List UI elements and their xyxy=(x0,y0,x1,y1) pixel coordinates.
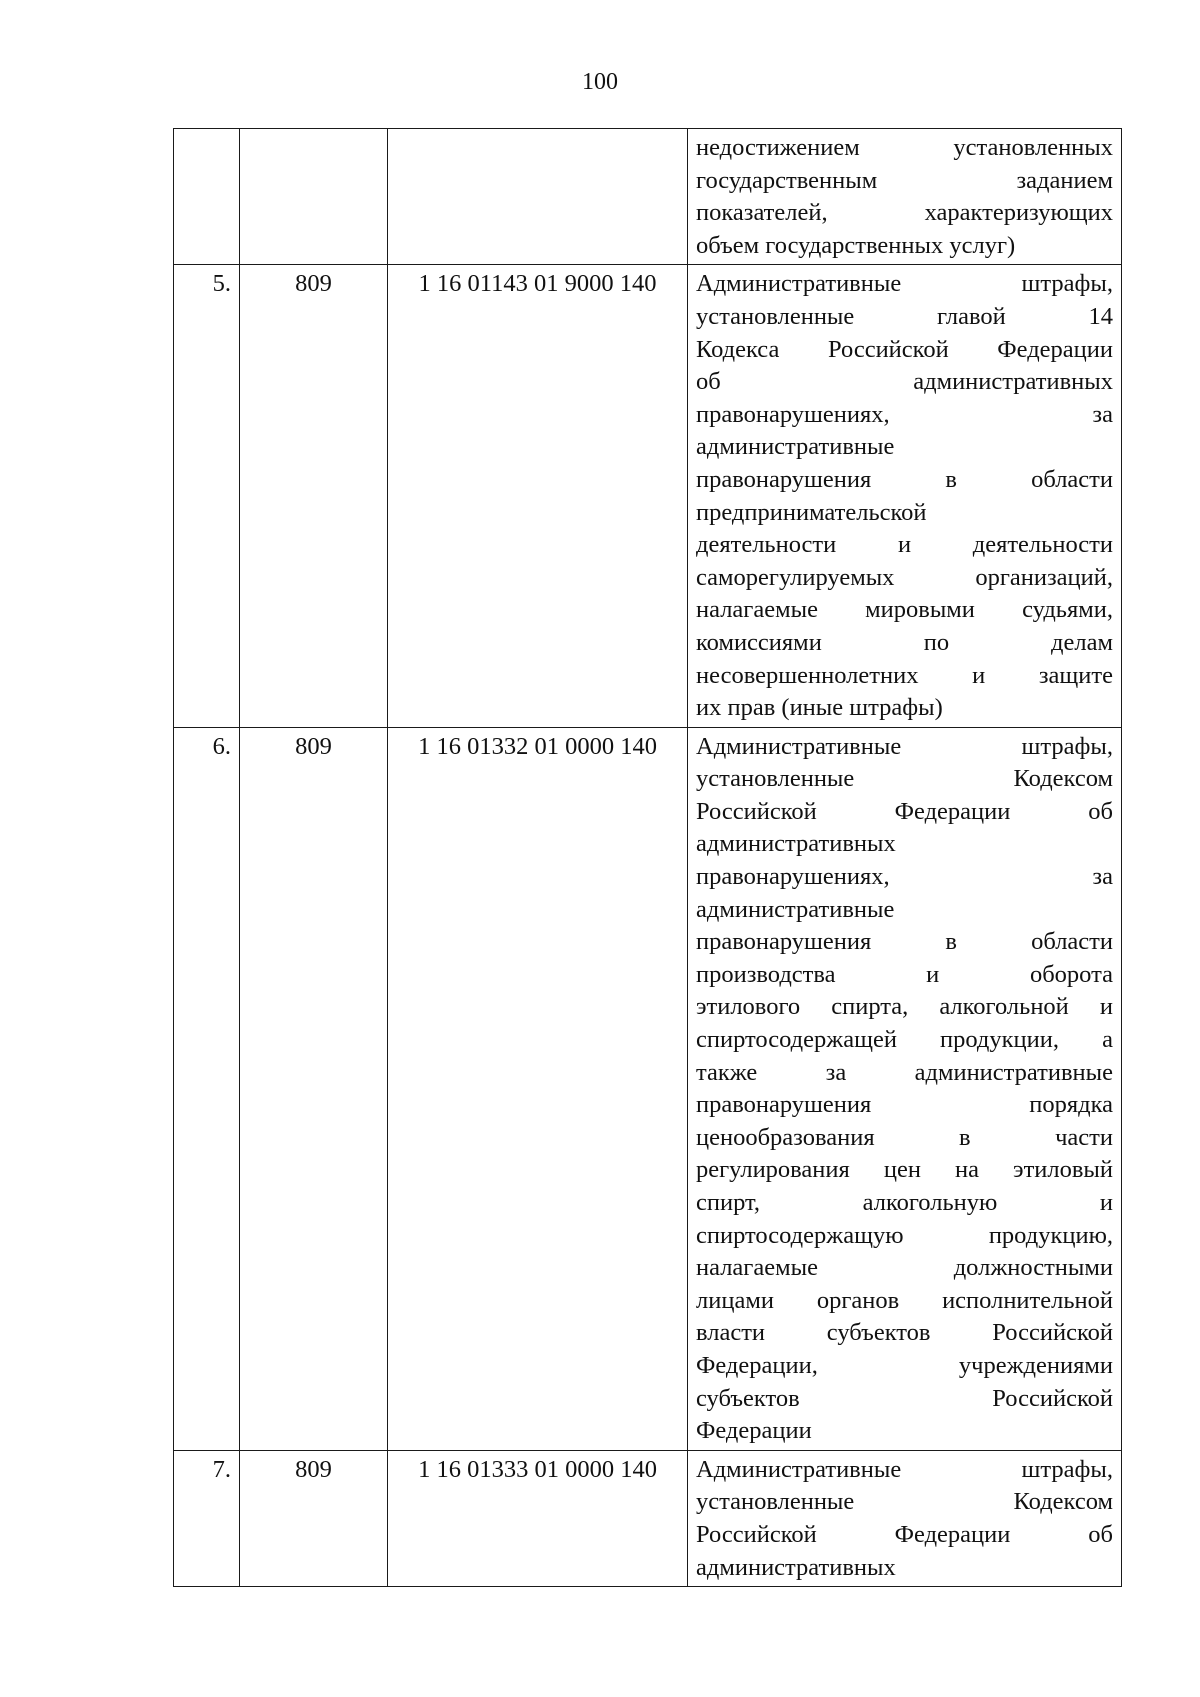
page-number: 100 xyxy=(582,69,618,95)
description-line: субъектов Российской xyxy=(696,1384,1113,1412)
description-line: Кодекса Российской Федерации xyxy=(696,335,1113,363)
description-line: этилового спирта, алкогольной и xyxy=(696,993,1113,1021)
description-line: саморегулируемых организаций, xyxy=(696,563,1113,591)
description-line: объем государственных услуг) xyxy=(696,231,1016,259)
description-line: деятельности и деятельности xyxy=(696,531,1113,559)
description-line: государственным заданием xyxy=(696,166,1113,194)
table-row xyxy=(174,129,1122,265)
description-line: об административных xyxy=(696,368,1113,396)
description-cell xyxy=(688,1450,1122,1586)
budget-classification-code-cell: 1 16 01332 01 0000 140 xyxy=(388,727,688,1450)
description-line: также за административные xyxy=(696,1058,1113,1086)
description-line: несовершеннолетних и защите xyxy=(696,661,1113,689)
description-line: показателей, характеризующих xyxy=(696,199,1113,227)
table-body xyxy=(174,129,1122,1587)
row-number-cell: 7. xyxy=(174,1450,240,1586)
description-line: правонарушениях, за xyxy=(696,863,1113,891)
description-line: их прав (иные штрафы) xyxy=(696,694,943,722)
description-line: установленные главой 14 xyxy=(696,302,1113,330)
description-line: недостижением установленных xyxy=(696,134,1113,161)
budget-classification-code-cell: 1 16 01333 01 0000 140 xyxy=(388,1450,688,1586)
description-line: Федерации xyxy=(696,1417,812,1445)
row-number-cell xyxy=(174,129,240,265)
description-line: Административные штрафы, xyxy=(696,1455,1113,1483)
budget-codes-table xyxy=(173,128,1122,1587)
admin-code-cell: 809 xyxy=(240,727,388,1450)
description-line: административные xyxy=(696,895,895,923)
description-line: регулирования цен на этиловый xyxy=(696,1156,1113,1184)
budget-classification-code-cell: 1 16 01143 01 9000 140 xyxy=(388,265,688,727)
description-cell xyxy=(688,129,1122,265)
description-line: спиртосодержащей продукции, а xyxy=(696,1026,1113,1054)
description-line: правонарушения порядка xyxy=(696,1091,1113,1119)
admin-code-cell: 809 xyxy=(240,1450,388,1586)
budget-classification-code-cell xyxy=(388,129,688,265)
description-line: правонарушения в области xyxy=(696,465,1113,493)
description-line: установленные Кодексом xyxy=(696,1488,1113,1516)
description-line: власти субъектов Российской xyxy=(696,1319,1113,1347)
table-row xyxy=(174,265,1122,727)
description-line: комиссиями по делам xyxy=(696,628,1113,656)
description-line: спиртосодержащую продукцию, xyxy=(696,1221,1113,1249)
description-line: административные xyxy=(696,433,895,461)
row-number-cell: 6. xyxy=(174,727,240,1450)
description-line: налагаемые должностными xyxy=(696,1254,1113,1282)
description-line: ценообразования в части xyxy=(696,1123,1113,1151)
description-line: Административные штрафы, xyxy=(696,732,1113,760)
admin-code-cell: 809 xyxy=(240,265,388,727)
row-number-cell: 5. xyxy=(174,265,240,727)
admin-code-cell xyxy=(240,129,388,265)
description-line: Федерации, учреждениями xyxy=(696,1351,1113,1379)
description-line: спирт, алкогольную и xyxy=(696,1189,1113,1216)
description-line: производства и оборота xyxy=(696,960,1113,988)
description-line: лицами органов исполнительной xyxy=(696,1286,1113,1314)
description-cell xyxy=(688,727,1122,1450)
description-line: правонарушения в области xyxy=(696,928,1113,956)
description-line: предпринимательской xyxy=(696,498,927,526)
description-line: правонарушениях, за xyxy=(696,400,1113,428)
description-line: Российской Федерации об xyxy=(696,797,1113,825)
description-line: Российской Федерации об xyxy=(696,1520,1113,1548)
description-line: административных xyxy=(696,1553,896,1581)
description-cell xyxy=(688,265,1122,727)
description-line: административных xyxy=(696,830,896,858)
description-line: установленные Кодексом xyxy=(696,765,1113,793)
table-row xyxy=(174,727,1122,1450)
description-line: Административные штрафы, xyxy=(696,270,1113,298)
description-line: налагаемые мировыми судьями, xyxy=(696,596,1113,624)
table-row xyxy=(174,1450,1122,1586)
